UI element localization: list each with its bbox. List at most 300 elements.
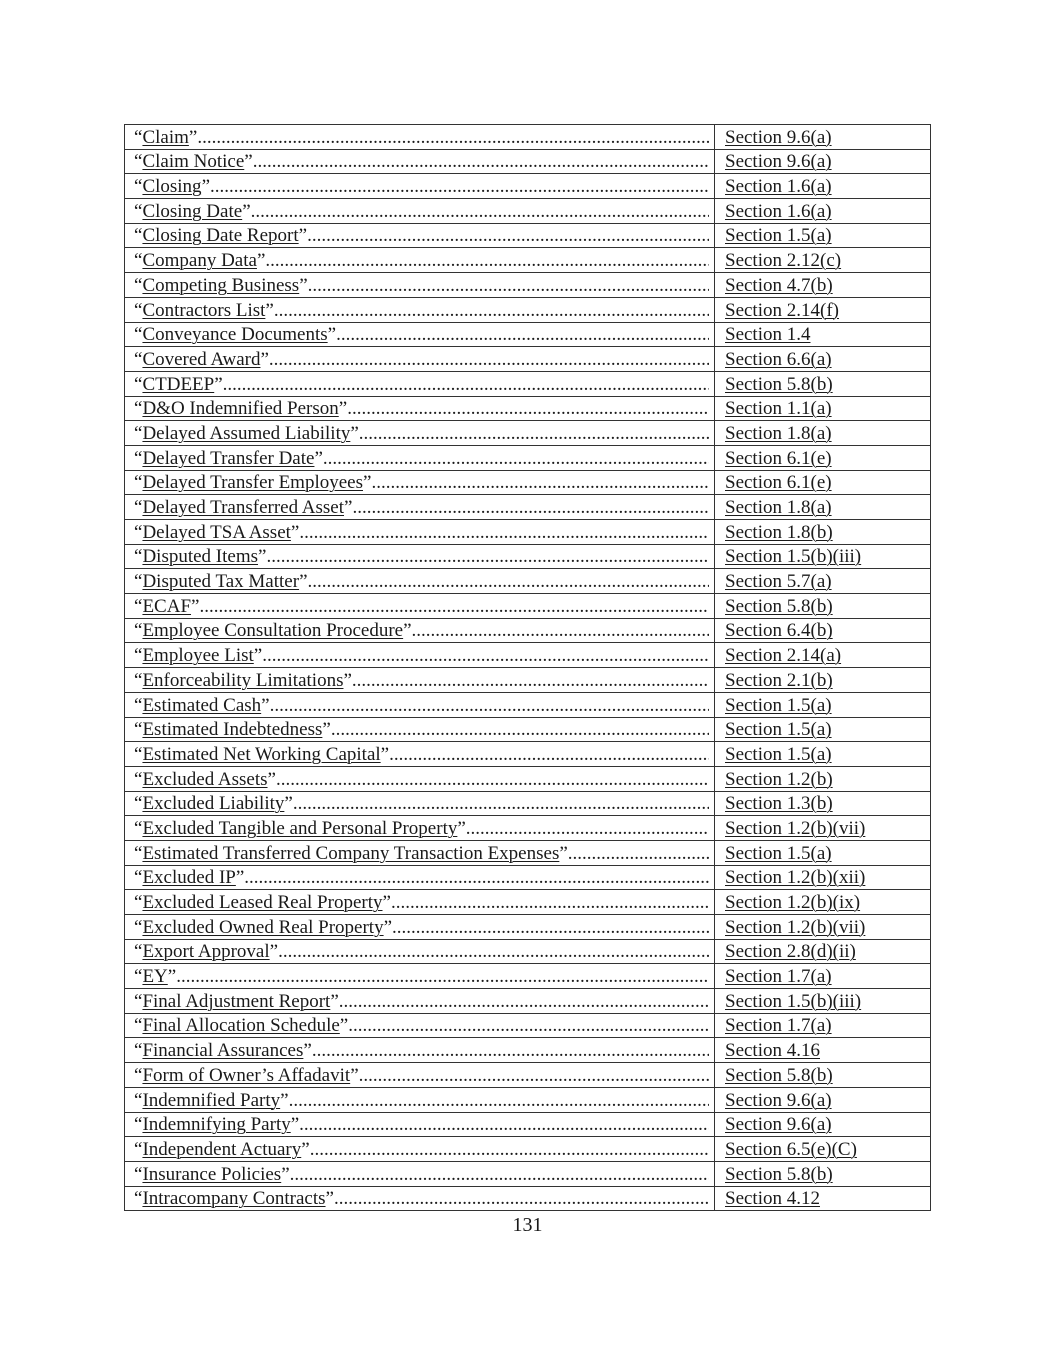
defined-term-cell [125, 1186, 715, 1211]
defined-term-line [125, 448, 714, 470]
section-reference-cell [715, 445, 931, 470]
defined-term-line [125, 1188, 714, 1210]
defined-term-line [125, 1090, 714, 1112]
section-reference-link[interactable]: Section 6.4(b) [725, 620, 833, 642]
close-quote: ” [322, 719, 331, 741]
open-quote: “ [134, 571, 143, 593]
open-quote: “ [134, 348, 143, 370]
section-reference-cell [715, 890, 931, 915]
defined-term-cell [125, 520, 715, 545]
section-reference-link[interactable]: Section 1.2(b)(ix) [725, 892, 861, 913]
close-quote: ” [191, 595, 200, 617]
section-reference-link[interactable]: Section 1.8(a) [725, 422, 832, 444]
defined-term-cell [125, 618, 715, 643]
table-row [125, 520, 931, 545]
table-row [125, 1112, 931, 1137]
defined-term-cell [125, 1112, 715, 1137]
section-reference-cell [715, 520, 931, 545]
close-quote: ” [339, 1015, 349, 1037]
section-reference-cell [715, 816, 931, 841]
close-quote: ” [258, 546, 267, 568]
defined-term: Claim [142, 126, 189, 148]
section-reference-link[interactable]: Section 1.7(a) [725, 966, 832, 988]
section-reference-cell [715, 1112, 931, 1137]
open-quote: “ [134, 892, 143, 913]
defined-term-line [125, 275, 714, 297]
defined-term: Estimated Transferred Company Transaction Expenses [142, 842, 560, 864]
section-reference-link[interactable]: Section 1.5(a) [725, 719, 832, 741]
dot-leader [308, 275, 709, 297]
dot-leader [299, 1114, 709, 1136]
table-row [125, 1137, 931, 1162]
open-quote: “ [134, 126, 143, 148]
close-quote: ” [242, 200, 251, 222]
close-quote: ” [298, 225, 308, 247]
section-reference-link[interactable]: Section 1.2(b)(xii) [725, 867, 866, 889]
section-reference-link[interactable]: Section 6.5(e)(C) [725, 1138, 857, 1160]
defined-term-cell [125, 569, 715, 594]
open-quote: “ [134, 521, 143, 543]
close-quote: ” [253, 645, 263, 667]
defined-term-cell [125, 1013, 715, 1038]
table-row [125, 840, 931, 865]
open-quote: “ [134, 176, 143, 198]
defined-term: Competing Business [142, 274, 300, 296]
open-quote: “ [134, 743, 143, 765]
section-reference-cell [715, 199, 931, 224]
close-quote: ” [314, 447, 323, 469]
open-quote: “ [134, 497, 143, 518]
open-quote: “ [134, 398, 143, 420]
dot-leader [262, 645, 709, 667]
section-reference-link[interactable]: Section 1.2(b)(vii) [725, 916, 866, 938]
dot-leader [276, 769, 709, 791]
defined-term-cell [125, 125, 715, 150]
table-row [125, 1038, 931, 1063]
defined-term-line [125, 1139, 714, 1161]
table-row [125, 964, 931, 989]
defined-term-cell [125, 248, 715, 273]
section-reference-link[interactable]: Section 1.7(a) [725, 1015, 832, 1037]
dot-leader [466, 818, 709, 840]
defined-term-line [125, 793, 714, 815]
table-row [125, 989, 931, 1014]
dot-leader [323, 448, 709, 470]
defined-term: Delayed Assumed Liability [142, 422, 351, 444]
table-row [125, 890, 931, 915]
section-reference-cell [715, 1186, 931, 1211]
dot-leader [269, 349, 709, 371]
defined-term-line [125, 719, 714, 741]
close-quote: ” [457, 817, 466, 839]
dot-leader [274, 300, 709, 322]
section-reference-cell [715, 470, 931, 495]
section-reference-cell [715, 865, 931, 890]
defined-term: Indemnifying Party [142, 1114, 291, 1136]
dot-leader [307, 225, 709, 247]
open-quote: “ [134, 842, 143, 864]
open-quote: “ [134, 1089, 143, 1111]
section-reference-cell [715, 840, 931, 865]
section-reference-link[interactable]: Section 5.7(a) [725, 571, 832, 593]
close-quote: ” [267, 768, 276, 790]
defined-term-cell [125, 766, 715, 791]
dot-leader [389, 744, 709, 766]
defined-term-line [125, 374, 714, 396]
section-reference-cell [715, 174, 931, 199]
defined-term: Contractors List [142, 299, 266, 321]
section-reference-link[interactable]: Section 9.6(a) [725, 151, 832, 173]
section-reference-link[interactable]: Section 5.8(b) [725, 595, 833, 617]
table-row [125, 816, 931, 841]
section-reference-link[interactable]: Section 1.5(a) [725, 743, 832, 765]
close-quote: ” [344, 497, 353, 518]
section-reference-link[interactable]: Section 1.5(b)(iii) [725, 546, 862, 568]
open-quote: “ [134, 817, 143, 839]
open-quote: “ [134, 1015, 143, 1037]
defined-term: EY [142, 966, 168, 988]
dot-leader [278, 941, 709, 963]
close-quote: ” [299, 274, 308, 296]
dot-leader [299, 522, 709, 544]
defined-term-cell [125, 939, 715, 964]
defined-term-line [125, 892, 714, 914]
dot-leader [265, 250, 709, 272]
defined-term-cell [125, 594, 715, 619]
section-reference-cell [715, 989, 931, 1014]
section-reference-cell [715, 668, 931, 693]
section-reference-link[interactable]: Section 6.1(e) [725, 472, 832, 494]
section-reference-link[interactable]: Section 5.8(b) [725, 373, 833, 395]
section-reference-cell [715, 939, 931, 964]
defined-term-line [125, 670, 714, 692]
dot-leader [371, 472, 709, 494]
defined-term-line [125, 522, 714, 544]
table-row [125, 273, 931, 298]
section-reference-cell [715, 371, 931, 396]
open-quote: “ [134, 669, 143, 691]
open-quote: “ [134, 793, 143, 815]
section-reference-link[interactable]: Section 9.6(a) [725, 126, 832, 148]
defined-term-cell [125, 791, 715, 816]
close-quote: ” [261, 694, 270, 716]
section-reference-cell [715, 766, 931, 791]
close-quote: ” [383, 916, 393, 938]
section-reference-link[interactable]: Section 1.5(a) [725, 225, 832, 247]
section-reference-link[interactable]: Section 1.4 [725, 324, 811, 346]
open-quote: “ [134, 225, 143, 247]
defined-term: Delayed Transfer Date [142, 447, 315, 469]
defined-term: Excluded Tangible and Personal Property [142, 817, 458, 839]
defined-term-line [125, 818, 714, 840]
table-row [125, 1063, 931, 1088]
defined-term: Employee Consultation Procedure [142, 620, 404, 642]
table-row [125, 618, 931, 643]
section-reference-cell [715, 322, 931, 347]
defined-term: Disputed Items [142, 546, 259, 568]
defined-term-cell [125, 840, 715, 865]
dot-leader [336, 324, 709, 346]
section-reference-link[interactable]: Section 1.2(b)(vii) [725, 817, 866, 839]
section-reference-link[interactable]: Section 2.12(c) [725, 250, 842, 272]
defined-term-cell [125, 273, 715, 298]
section-reference-cell [715, 643, 931, 668]
section-reference-link[interactable]: Section 1.1(a) [725, 398, 832, 420]
defined-term-line [125, 423, 714, 445]
section-reference-cell [715, 618, 931, 643]
defined-term: Excluded Owned Real Property [142, 916, 384, 938]
section-reference-link[interactable]: Section 1.5(a) [725, 694, 832, 716]
defined-term: Estimated Cash [142, 694, 262, 716]
dot-leader [339, 991, 709, 1013]
defined-term-cell [125, 890, 715, 915]
defined-term-line [125, 867, 714, 889]
table-row [125, 643, 931, 668]
dot-leader [244, 867, 709, 889]
defined-term-cell [125, 421, 715, 446]
table-row [125, 347, 931, 372]
defined-term-cell [125, 964, 715, 989]
close-quote: ” [325, 1188, 334, 1210]
defined-term-cell [125, 816, 715, 841]
defined-term-cell [125, 742, 715, 767]
section-reference-link[interactable]: Section 9.6(a) [725, 1089, 832, 1111]
close-quote: ” [201, 176, 210, 198]
defined-term-cell [125, 1038, 715, 1063]
section-reference-link[interactable]: Section 9.6(a) [725, 1114, 832, 1136]
close-quote: ” [299, 571, 308, 593]
defined-term-line [125, 1065, 714, 1087]
defined-term-line [125, 917, 714, 939]
defined-term-line [125, 744, 714, 766]
dot-leader [293, 793, 709, 815]
open-quote: “ [134, 151, 143, 173]
section-reference-cell [715, 742, 931, 767]
dot-leader [251, 201, 709, 223]
table-row [125, 495, 931, 520]
section-reference-link[interactable]: Section 1.6(a) [725, 176, 832, 198]
close-quote: ” [338, 398, 348, 420]
open-quote: “ [134, 299, 143, 321]
table-row [125, 322, 931, 347]
open-quote: “ [134, 768, 143, 790]
defined-term-cell [125, 495, 715, 520]
section-reference-cell [715, 421, 931, 446]
defined-term: Estimated Indebtedness [142, 719, 323, 741]
close-quote: ” [403, 620, 412, 642]
section-reference-link[interactable]: Section 5.8(b) [725, 1064, 833, 1086]
table-row [125, 1013, 931, 1038]
defined-term: Closing Date [142, 200, 243, 222]
defined-term: Insurance Policies [142, 1163, 282, 1185]
defined-term-line [125, 941, 714, 963]
dot-leader [391, 892, 709, 914]
close-quote: ” [214, 373, 223, 395]
section-reference-link[interactable]: Section 1.8(a) [725, 497, 832, 518]
defined-term-cell [125, 915, 715, 940]
table-row [125, 742, 931, 767]
defined-term: D&O Indemnified Person [142, 398, 339, 420]
defined-term-cell [125, 668, 715, 693]
open-quote: “ [134, 719, 143, 741]
section-reference-link[interactable]: Section 1.6(a) [725, 200, 832, 222]
section-reference-link[interactable]: Section 2.8(d)(ii) [725, 941, 856, 963]
open-quote: “ [134, 546, 143, 568]
dot-leader [347, 398, 709, 420]
open-quote: “ [134, 620, 143, 642]
defined-term-line [125, 176, 714, 198]
section-reference-link[interactable]: Section 2.14(f) [725, 299, 839, 321]
section-reference-link[interactable]: Section 4.12 [725, 1188, 820, 1210]
close-quote: ” [235, 867, 245, 889]
defined-term: Final Adjustment Report [142, 990, 331, 1012]
section-reference-link[interactable]: Section 4.7(b) [725, 274, 833, 296]
section-reference-cell [715, 594, 931, 619]
table-row [125, 766, 931, 791]
close-quote: ” [380, 743, 390, 765]
dot-leader [312, 1040, 709, 1062]
defined-term-line [125, 349, 714, 371]
section-reference-link[interactable]: Section 1.3(b) [725, 793, 833, 815]
section-reference-link[interactable]: Section 1.5(b)(iii) [725, 990, 862, 1012]
section-reference-link[interactable]: Section 2.14(a) [725, 645, 842, 667]
section-reference-link[interactable]: Section 6.6(a) [725, 348, 832, 370]
dot-leader [412, 620, 709, 642]
defined-term: Enforceability Limitations [142, 669, 344, 691]
close-quote: ” [284, 793, 293, 815]
section-reference-cell [715, 569, 931, 594]
defined-term-line [125, 324, 714, 346]
dot-leader [352, 670, 709, 692]
defined-term-cell [125, 223, 715, 248]
defined-term: Financial Assurances [142, 1040, 304, 1062]
defined-term-line [125, 645, 714, 667]
table-row [125, 149, 931, 174]
defined-term-line [125, 497, 714, 519]
defined-term-line [125, 127, 714, 149]
defined-term-line [125, 201, 714, 223]
open-quote: “ [134, 447, 143, 469]
defined-term-cell [125, 1087, 715, 1112]
defined-term-line [125, 1114, 714, 1136]
defined-term-line [125, 472, 714, 494]
section-reference-link[interactable]: Section 6.1(e) [725, 447, 832, 469]
table-row [125, 470, 931, 495]
table-row [125, 791, 931, 816]
section-reference-cell [715, 125, 931, 150]
table-row [125, 915, 931, 940]
section-reference-cell [715, 1013, 931, 1038]
defined-term-cell [125, 174, 715, 199]
close-quote: ” [343, 669, 352, 691]
section-reference-link[interactable]: Section 1.5(a) [725, 842, 832, 864]
open-quote: “ [134, 472, 143, 494]
table-row [125, 865, 931, 890]
open-quote: “ [134, 1138, 143, 1160]
defined-term-cell [125, 470, 715, 495]
defined-term: Indemnified Party [142, 1089, 281, 1111]
defined-term-line [125, 571, 714, 593]
defined-term-line [125, 398, 714, 420]
section-reference-link[interactable]: Section 2.1(b) [725, 669, 833, 691]
open-quote: “ [134, 867, 143, 889]
close-quote: ” [265, 299, 274, 321]
section-reference-link[interactable]: Section 5.8(b) [725, 1163, 833, 1185]
close-quote: ” [559, 842, 568, 864]
dot-leader [290, 1164, 709, 1186]
close-quote: ” [244, 151, 253, 173]
close-quote: ” [167, 966, 177, 988]
defined-term: Closing [142, 176, 202, 198]
defined-term: Excluded IP [142, 867, 236, 889]
defined-term-line [125, 769, 714, 791]
section-reference-link[interactable]: Section 1.2(b) [725, 768, 833, 790]
defined-term-line [125, 966, 714, 988]
defined-term: Intracompany Contracts [142, 1188, 326, 1210]
open-quote: “ [134, 916, 143, 938]
section-reference-cell [715, 717, 931, 742]
section-reference-link[interactable]: Section 4.16 [725, 1040, 820, 1062]
defined-term: Closing Date Report [142, 225, 299, 247]
dot-leader [359, 423, 709, 445]
defined-term-cell [125, 445, 715, 470]
defined-term: Delayed Transferred Asset [142, 497, 345, 518]
section-reference-cell [715, 149, 931, 174]
table-row [125, 569, 931, 594]
defined-term: Form of Owner’s Affadavit [142, 1064, 351, 1086]
defined-term: Delayed Transfer Employees [142, 472, 363, 494]
open-quote: “ [134, 1064, 143, 1086]
defined-term-line [125, 1015, 714, 1037]
open-quote: “ [134, 645, 143, 667]
defined-term: Claim Notice [142, 151, 245, 173]
dot-leader [176, 966, 709, 988]
defined-term-cell [125, 692, 715, 717]
close-quote: ” [363, 472, 372, 494]
table-row [125, 544, 931, 569]
section-reference-cell [715, 396, 931, 421]
section-reference-cell [715, 544, 931, 569]
open-quote: “ [134, 1114, 143, 1136]
section-reference-cell [715, 791, 931, 816]
dot-leader [253, 151, 709, 173]
defined-term-cell [125, 1063, 715, 1088]
section-reference-link[interactable]: Section 1.8(b) [725, 521, 833, 543]
dot-leader [270, 695, 709, 717]
defined-term: Disputed Tax Matter [142, 571, 300, 593]
defined-term-cell [125, 1161, 715, 1186]
defined-term-cell [125, 199, 715, 224]
defined-term-line [125, 1040, 714, 1062]
close-quote: ” [301, 1138, 310, 1160]
defined-term: Excluded Leased Real Property [142, 892, 383, 913]
defined-term: Independent Actuary [142, 1138, 302, 1160]
close-quote: ” [382, 892, 391, 913]
dot-leader [197, 127, 709, 149]
definitions-index-table [124, 124, 931, 1211]
defined-term: Export Approval [142, 941, 270, 963]
table-row [125, 594, 931, 619]
open-quote: “ [134, 250, 143, 272]
section-reference-cell [715, 495, 931, 520]
defined-term-cell [125, 717, 715, 742]
defined-term-line [125, 151, 714, 173]
defined-term-cell [125, 989, 715, 1014]
dot-leader [223, 374, 709, 396]
table-row [125, 939, 931, 964]
section-reference-cell [715, 1161, 931, 1186]
dot-leader [210, 176, 709, 198]
